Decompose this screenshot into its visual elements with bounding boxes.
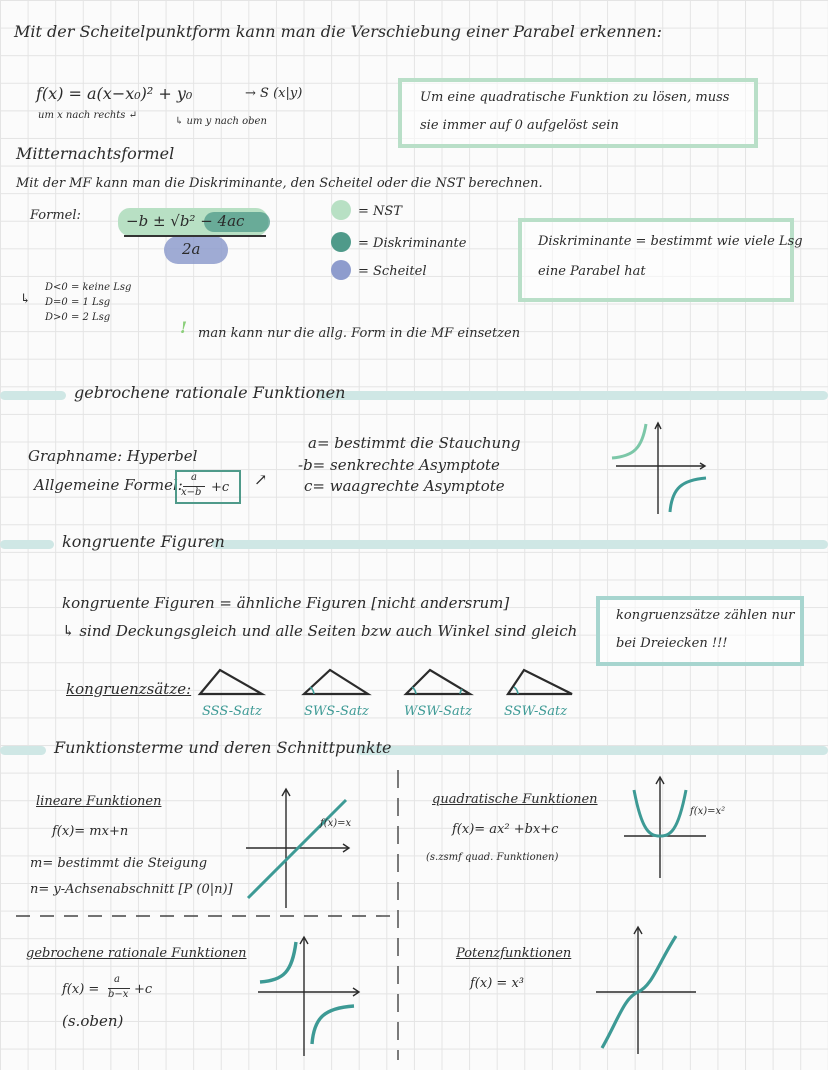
terme-heading: Funktionsterme und deren Schnittpunkte [54,738,392,757]
quad-graph-label: f(x)=x² [690,806,726,817]
linear-n: n= y-Achsenabschnitt [P (0|n)] [30,882,233,897]
kongruent-box-line1: kongruenzsätze zählen nur [616,608,795,623]
d-line-3: D>0 = 2 Lsg [45,312,111,323]
quad-formula: f(x)= ax² +bx+c [452,822,559,837]
gebrochen2-title: gebrochene rationale Funktionen [26,946,247,961]
quad-title: quadratische Funktionen [432,792,598,807]
potenz-title: Potenzfunktionen [456,946,572,961]
linear-graph [242,786,360,912]
mf-box-line1: Diskriminante = bestimmt wie viele Lsg [538,234,803,249]
mf-formel-label: Formel: [30,208,81,223]
gebrochen-item-b: -b= senkrechte Asymptote [298,456,500,474]
linear-title: lineare Funktionen [36,794,162,809]
quad-note: (s.zsmf quad. Funktionen) [426,852,559,863]
header-text: Mit der Scheitelpunktform kann man die Verschiebung einer Parabel erkennen: [14,22,662,41]
gebrochen-item-a: a= bestimmt die Stauchung [308,434,521,452]
linear-formula: f(x)= mx+n [52,824,129,839]
potenz-graph [592,924,702,1060]
gebrochen-heading: gebrochene rationale Funktionen [74,383,346,402]
legend-scheitel: = Scheitel [358,264,427,279]
linear-graph-label: f(x)=x [320,818,352,829]
spf-note-x: um x nach rechts ↵ [38,110,137,121]
allg-plus-c: +c [211,480,230,495]
mf-box-line2: eine Parabel hat [538,264,646,279]
kongruent-heading: kongruente Figuren [62,532,225,551]
gebrochen2-note: (s.oben) [62,1012,124,1030]
gebrochen2-plus: +c [134,982,153,997]
mf-denominator: 2a [182,240,201,258]
allg-formel-label: Allgemeine Formel: [34,476,183,494]
satz-sss: SSS-Satz [202,704,262,719]
saetze-label: kongruenzsätze: [66,680,192,698]
d-line-2: D=0 = 1 Lsg [45,297,111,308]
arrow-icon: ↗ [254,470,268,489]
kongruent-box-line2: bei Dreiecken !!! [616,636,728,651]
mf-numerator: −b ± √b² − 4ac [126,212,245,230]
spf-formula: f(x) = a(x−x₀)² + y₀ [36,84,193,103]
mf-intro: Mit der MF kann man die Diskriminante, den Scheitel oder die NST berechnen. [16,176,543,191]
gebrochen2-f: f(x) = [62,982,100,997]
mf-heading: Mitternachtsformel [16,144,175,163]
kongruent-line1: kongruente Figuren = ähnliche Figuren [nicht andersrum] [62,594,510,612]
gebrochen-item-c: c= waagrechte Asymptote [304,477,505,495]
satz-sws: SWS-Satz [304,704,369,719]
spf-box-line1: Um eine quadratische Funktion zu lösen, muss [420,90,730,105]
quad-graph [620,772,710,882]
gebrochen2-graph [254,932,364,1060]
legend-nst: = NST [358,204,402,219]
d-line-1: D<0 = keine Lsg [45,282,132,293]
allg-frac-den: x−b [181,487,202,498]
graphname: Graphname: Hyperbel [28,447,198,465]
allg-frac-num: a [191,472,197,483]
satz-ssw: SSW-Satz [504,704,568,719]
spf-note-y: ↳ um y nach oben [175,116,267,127]
d-arrow: ↳ [20,292,31,307]
satz-wsw: WSW-Satz [404,704,472,719]
spf-arrow-s: → S (x|y) [245,86,303,101]
gebrochen2-num: a [114,974,120,985]
legend-diskriminante: = Diskriminante [358,236,467,251]
mf-warning: man kann nur die allg. Form in die MF einsetzen [198,326,521,341]
kongruent-line2: ↳ sind Deckungsgleich und alle Seiten bzw auch Winkel sind gleich [62,622,578,640]
warning-icon: ! [180,318,188,337]
spf-box-line2: sie immer auf 0 aufgelöst sein [420,118,619,133]
gebrochen2-den: b−x [108,989,129,1000]
potenz-formula: f(x) = x³ [470,976,524,991]
linear-m: m= bestimmt die Steigung [30,856,208,871]
